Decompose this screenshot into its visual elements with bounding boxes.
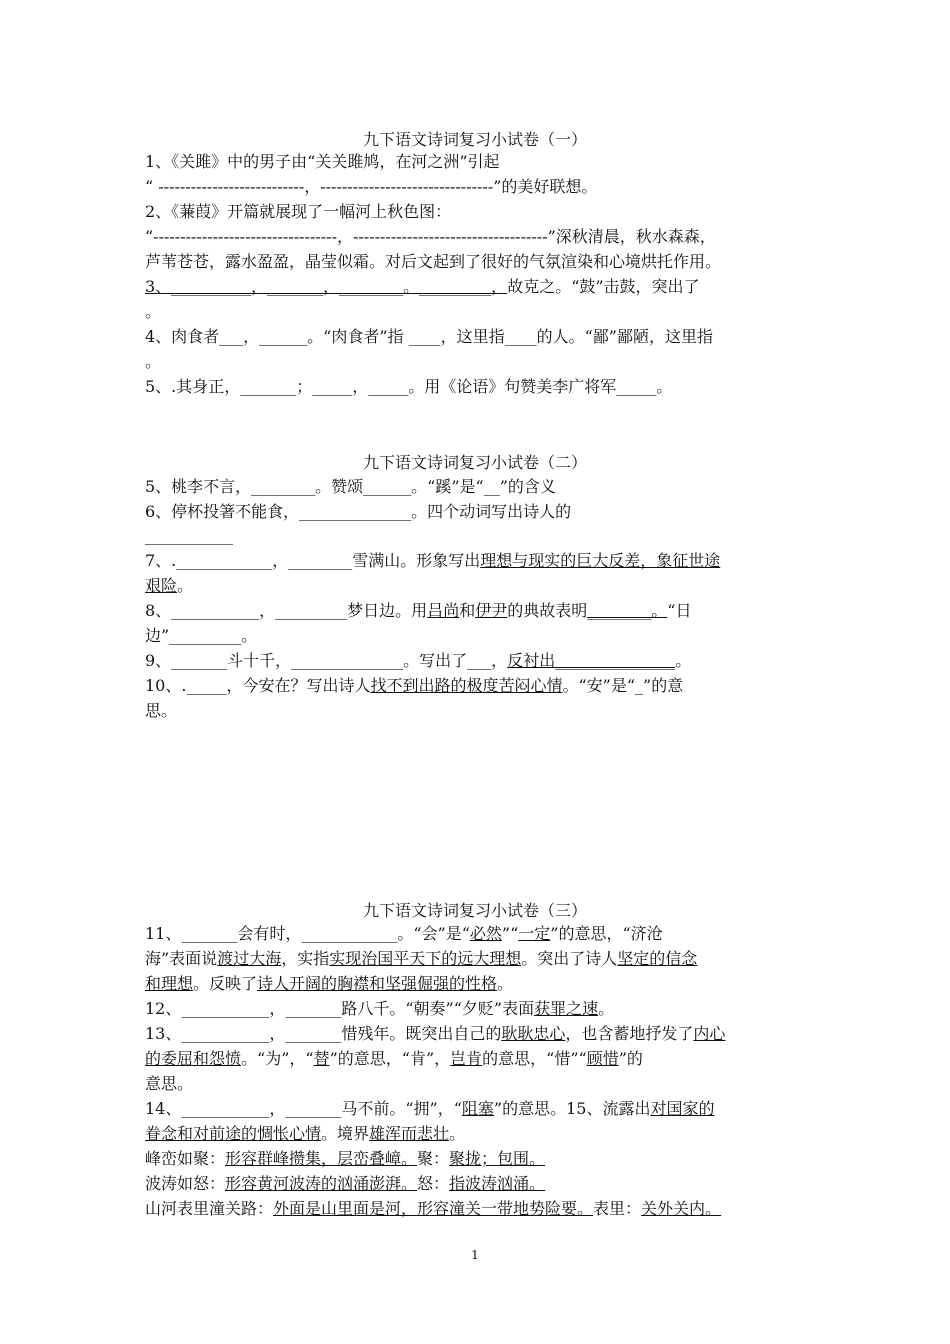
question-line — [145, 326, 810, 348]
line-text: 8、___________，_________梦日边。用 — [145, 601, 428, 620]
line-text: 。 — [497, 974, 514, 993]
underlined-answer: 顾惜 — [586, 1049, 619, 1068]
line-text: 14、___________，_______马不前。“拥”，“ — [145, 1099, 462, 1118]
line-text: 意思。 — [145, 1074, 194, 1093]
underlined-answer: 形容黄河波涛的汹涌澎湃。 — [225, 1174, 418, 1193]
question-line — [145, 1073, 810, 1095]
line-text: 表里： — [593, 1199, 642, 1218]
underlined-answer: 一定 — [518, 924, 551, 943]
line-text: 13、___________，_______惜残年。既突出自己的 — [145, 1024, 502, 1043]
line-text: 。境界 — [321, 1124, 370, 1143]
underlined-answer: 反衬出_______________ — [507, 651, 676, 670]
line-text: ，实指 — [281, 949, 330, 968]
line-text: 的典故表明 — [507, 601, 588, 620]
line-text: 10、._____，今安在？写出诗人 — [145, 676, 371, 695]
line-text: ___________ — [145, 526, 233, 545]
line-text: ，也含蓄地抒发了 — [565, 1024, 694, 1043]
line-text: 波涛如怒： — [145, 1174, 226, 1193]
line-text: ”的意思，“肯”， — [329, 1049, 451, 1068]
line-text: 。 — [598, 999, 615, 1018]
underlined-answer: ________。 — [587, 601, 668, 620]
line-text: 故克之。“鼓”击鼓，突出了 — [507, 277, 700, 296]
line-text: 思。 — [145, 701, 178, 720]
underlined-answer: 外面是山里面是河，形容潼关一带地势险要。 — [273, 1199, 594, 1218]
question-line — [145, 625, 810, 647]
line-text: 5、.其身正，_______；_____，_____。用《论语》句赞美李广将军_____。 — [145, 377, 673, 396]
underlined-answer: 内心 — [693, 1024, 726, 1043]
line-text: 。 — [449, 1124, 466, 1143]
question-line — [145, 501, 810, 523]
line-text: 4、肉食者___，______。“肉食者”指 ____，这里指____的人。“鄙”鄙陋，这里指 — [145, 327, 713, 346]
underlined-answer: 形容群峰攒集，层峦叠嶂。 — [225, 1149, 418, 1168]
question-line — [145, 923, 810, 945]
question-line — [145, 1098, 810, 1120]
line-text: “ ---------------------------，--------------------------------”的美好联想。 — [145, 177, 598, 196]
underlined-answer: 关外关内。 — [641, 1199, 722, 1218]
question-line — [145, 201, 810, 223]
underlined-answer: 渡过大海 — [217, 949, 282, 968]
line-text: 1、《关雎》中的男子由“关关雎鸠，在河之洲”引起 — [145, 152, 500, 171]
line-text: 。“安”是“_”的意 — [562, 676, 684, 695]
line-text: 2、《蒹葭》开篇就展现了一幅河上秋色图： — [145, 202, 452, 221]
section-title: 九下语文诗词复习小试卷（一） — [362, 130, 587, 149]
line-text: 芦苇苍苍，露水盈盈，晶莹似霜。对后文起到了很好的气氛渲染和心境烘托作用。 — [145, 252, 722, 271]
question-line — [145, 1173, 810, 1195]
underlined-answer: 聚拢；包围。 — [449, 1149, 546, 1168]
question-line — [145, 600, 810, 622]
line-text: 聚： — [417, 1149, 450, 1168]
line-text: ”“ — [501, 924, 519, 943]
underlined-answer: 眷念和对前途的惆怅心情 — [145, 1124, 322, 1143]
underlined-answer: 实现治国平天下的远大理想 — [329, 949, 522, 968]
question-line — [145, 251, 810, 273]
underlined-answer: 获罪之速 — [534, 999, 599, 1018]
line-text: 海”表面说 — [145, 949, 218, 968]
underlined-answer: 理想与现实的巨大反差，象征世途 — [480, 551, 721, 570]
page-number: 1 — [471, 1248, 479, 1262]
question-line — [145, 1048, 810, 1070]
line-text: ”的意思，“济沧 — [550, 924, 663, 943]
line-text: 11、_______会有时，____________。“会”是“ — [145, 924, 470, 943]
line-text: 5、桃李不言，________。赞颂______。“蹊”是“__”的含义 — [145, 477, 556, 496]
underlined-answer: 阻塞 — [461, 1099, 494, 1118]
question-line — [145, 226, 810, 248]
line-text: 。 — [675, 651, 692, 670]
line-text: “----------------------------------，------------------------------------”深秋清晨，秋水森森， — [145, 227, 716, 246]
question-line — [145, 575, 810, 597]
underlined-answer: 找不到出路的极度苦闷心情 — [370, 676, 563, 695]
line-text: 和 — [459, 601, 476, 620]
section-title: 九下语文诗词复习小试卷（三） — [362, 901, 587, 920]
question-line — [145, 1148, 810, 1170]
line-text: 。 — [145, 352, 162, 371]
question-line — [145, 476, 810, 498]
line-text: 边”_________。 — [145, 626, 258, 645]
underlined-answer: 的委屈和怨愤 — [145, 1049, 242, 1068]
question-line — [145, 973, 810, 995]
question-line — [145, 1123, 810, 1145]
question-line — [145, 351, 810, 373]
line-text: 山河表里潼关路： — [145, 1199, 274, 1218]
line-text: ”的 — [618, 1049, 643, 1068]
line-text: 9、_______斗十千，______________。写出了___， — [145, 651, 508, 670]
question-line — [145, 650, 810, 672]
question-line — [145, 176, 810, 198]
line-text: 。 — [177, 576, 194, 595]
line-text: 。“为”，“ — [241, 1049, 314, 1068]
underlined-answer: 和理想 — [145, 974, 194, 993]
question-line — [145, 151, 810, 173]
question-line — [145, 1198, 810, 1220]
line-text: 7、.____________，________雪满山。形象写出 — [145, 551, 481, 570]
line-text: 。反映了 — [193, 974, 258, 993]
question-line — [145, 998, 810, 1020]
underlined-answer: 耿耿忠心 — [501, 1024, 566, 1043]
underlined-answer: 坚定的信念 — [617, 949, 698, 968]
line-text: 。突出了诗人 — [521, 949, 618, 968]
underlined-answer: 雄浑而悲壮 — [369, 1124, 450, 1143]
underlined-answer: 岂肯 — [450, 1049, 483, 1068]
section-title: 九下语文诗词复习小试卷（二） — [362, 453, 587, 472]
question-line — [145, 675, 810, 697]
line-text: 峰峦如聚： — [145, 1149, 226, 1168]
underlined-answer: 诗人开阔的胸襟和坚强倔强的性格 — [257, 974, 498, 993]
line-text: “日 — [667, 601, 692, 620]
underlined-answer: 3、__________，_______，________。_________， — [145, 277, 508, 296]
question-line — [145, 376, 810, 398]
line-text: 6、停杯投箸不能食，______________。四个动词写出诗人的 — [145, 502, 572, 521]
line-text: 。 — [145, 302, 162, 321]
question-line — [145, 301, 810, 323]
underlined-answer: 对国家的 — [650, 1099, 715, 1118]
underlined-answer: 艰险 — [145, 576, 178, 595]
underlined-answer: 吕尚 — [427, 601, 460, 620]
underlined-answer: 必然 — [469, 924, 502, 943]
question-line — [145, 550, 810, 572]
question-line — [145, 1023, 810, 1045]
question-line — [145, 276, 810, 298]
line-text: ”的意思。15、流露出 — [493, 1099, 651, 1118]
line-text: 怒： — [417, 1174, 450, 1193]
underlined-answer: 伊尹 — [475, 601, 508, 620]
line-text: 12、___________，_______路八千。“朝奏”“夕贬”表面 — [145, 999, 535, 1018]
question-line — [145, 525, 810, 547]
question-line — [145, 700, 810, 722]
line-text: 的意思，“惜”“ — [482, 1049, 587, 1068]
underlined-answer: 指波涛汹涌。 — [449, 1174, 546, 1193]
question-line — [145, 948, 810, 970]
underlined-answer: 替 — [313, 1049, 330, 1068]
